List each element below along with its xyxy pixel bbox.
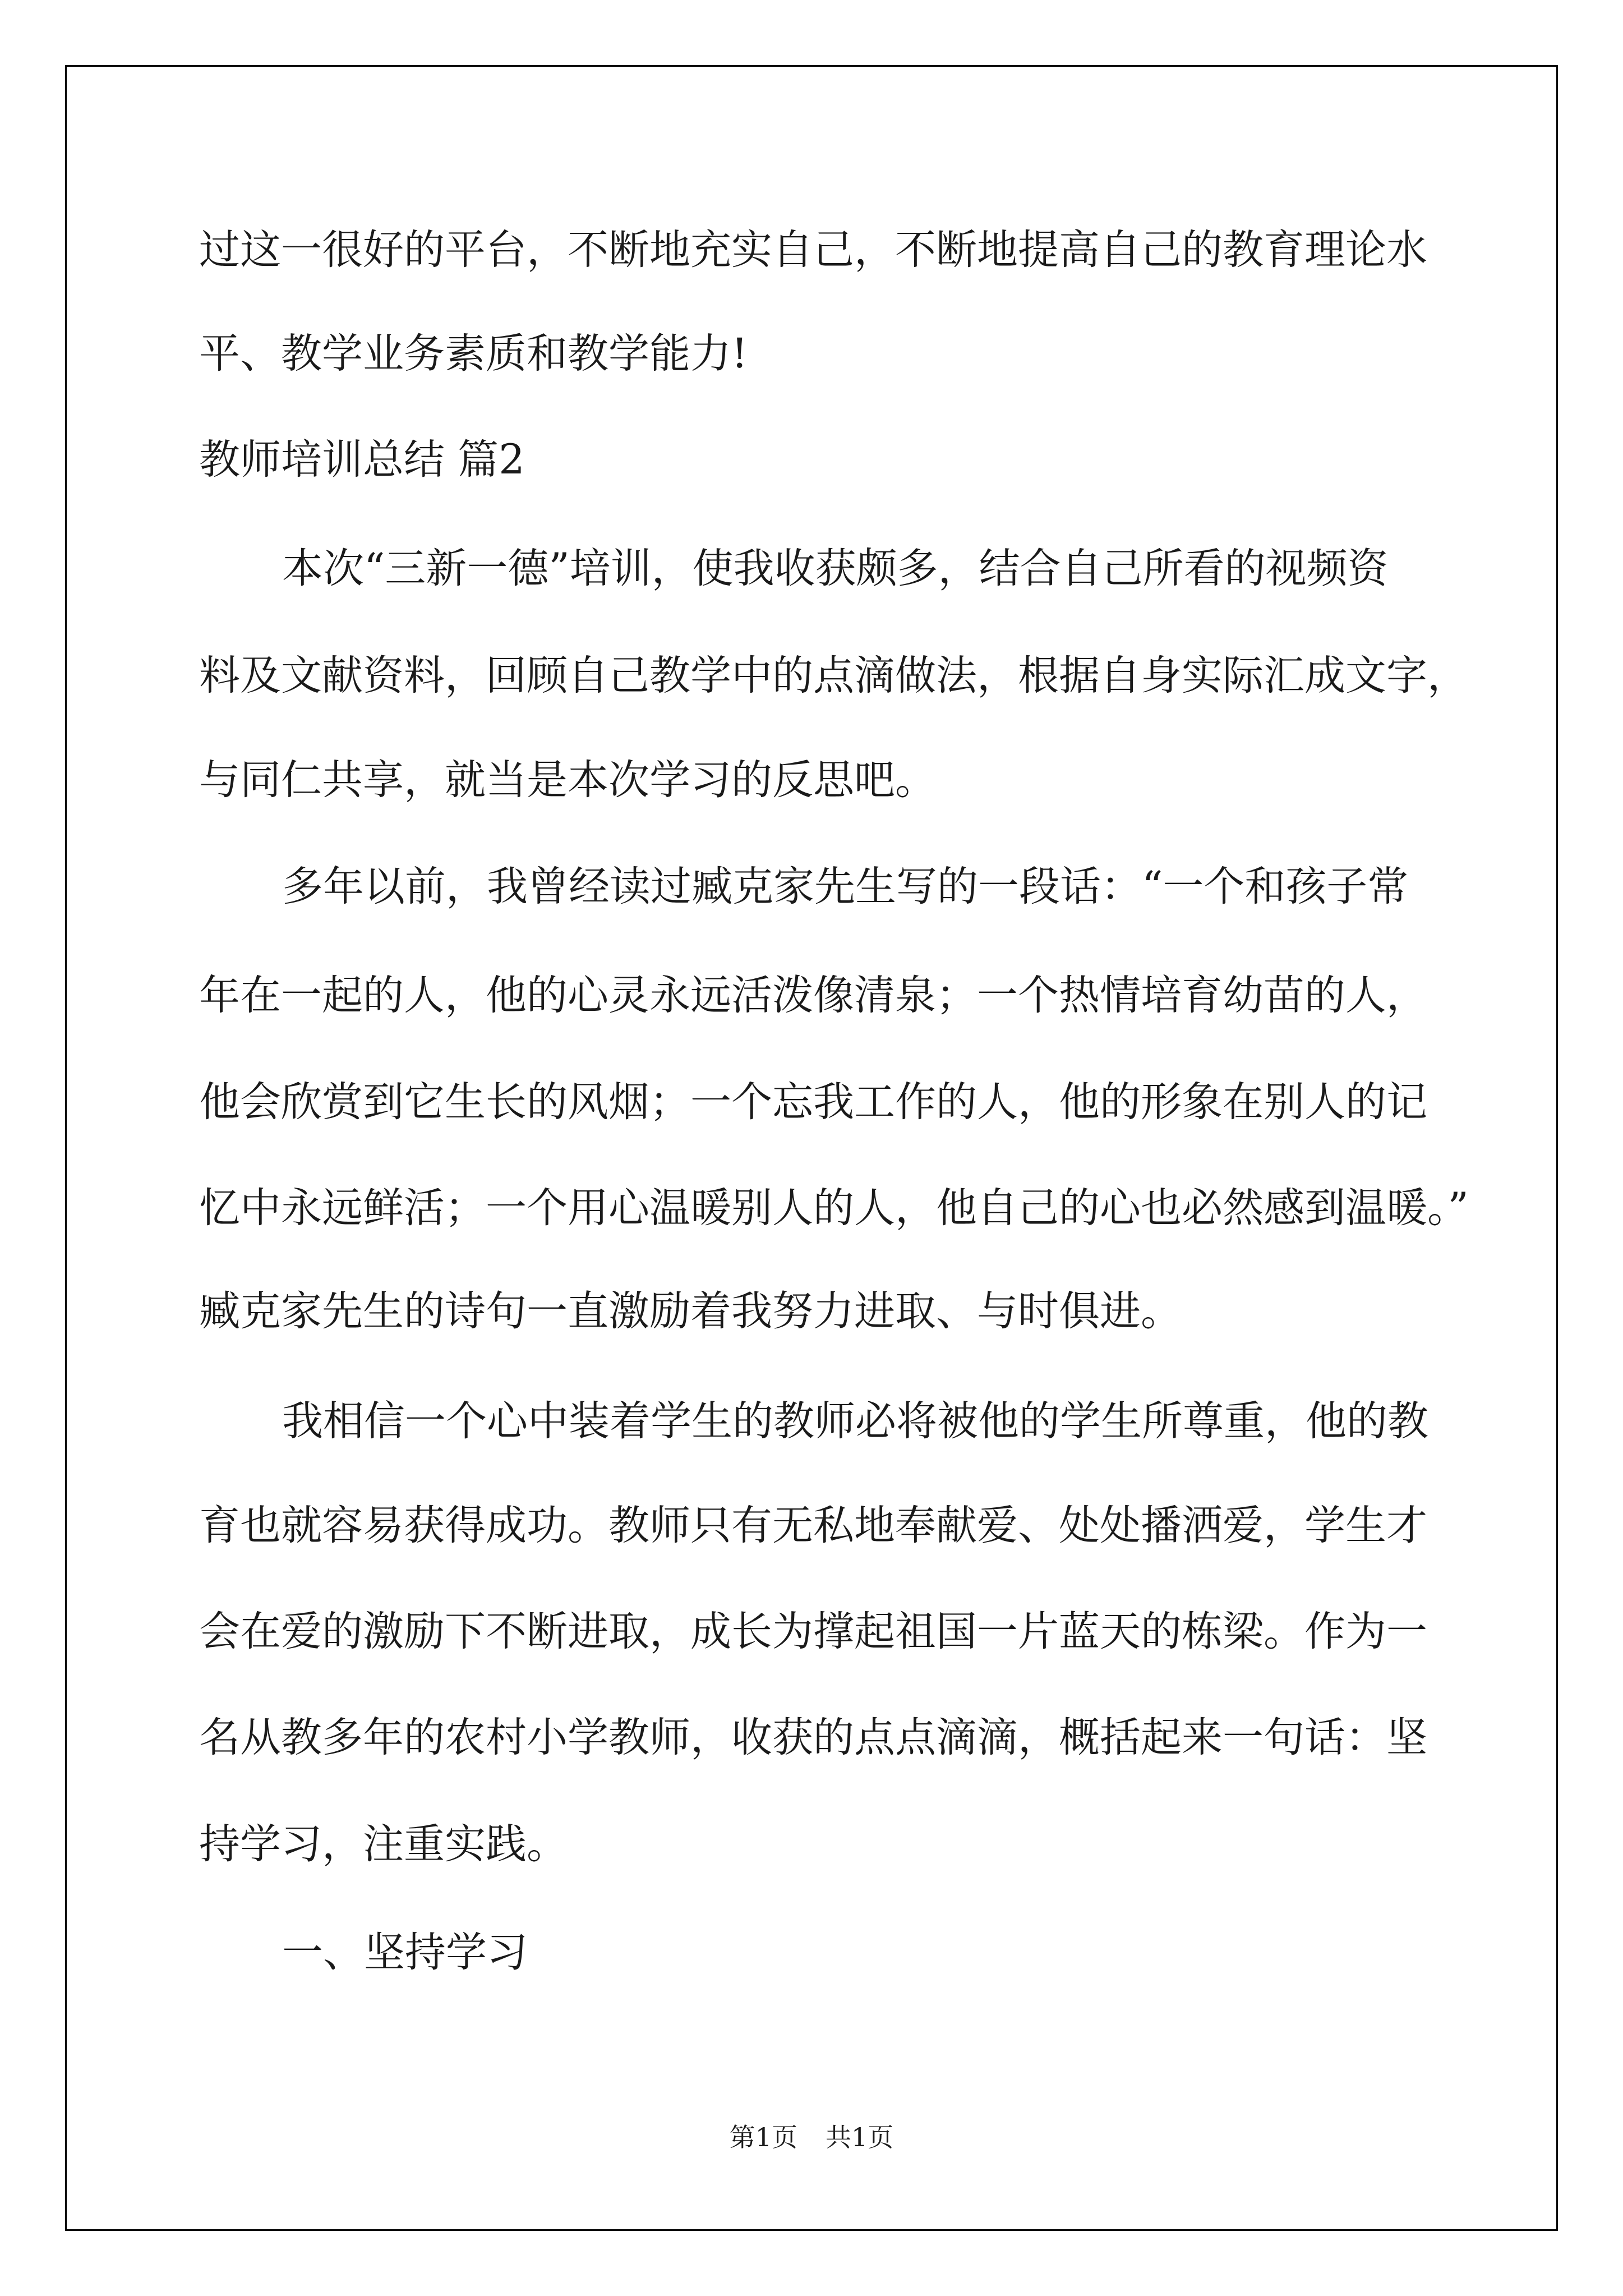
text-line: 会在爱的激励下不断进取，成长为撑起祖国一片蓝天的栋梁。作为一 (199, 1608, 1427, 1655)
page-footer (0, 2120, 1623, 2154)
text-line: 料及文献资料，回顾自己教学中的点滴做法，根据自身实际汇成文字， (199, 652, 1468, 700)
text-line: 名从教多年的农村小学教师，收获的点点滴滴，概括起来一句话：坚 (199, 1714, 1427, 1761)
section-heading: 教师培训总结 篇2 (199, 436, 525, 484)
text-line: 过这一很好的平台，不断地充实自己，不断地提高自己的教育理论水 (199, 226, 1427, 274)
page-number: 第1页 (729, 2122, 797, 2152)
text-line: 年在一起的人，他的心灵永远活泼像清泉；一个热情培育幼苗的人， (199, 972, 1427, 1019)
text-line: 与同仁共享，就当是本次学习的反思吧。 (199, 756, 936, 804)
text-line: 平、教学业务素质和教学能力! (199, 330, 748, 378)
subsection-heading: 一、坚持学习 (282, 1929, 528, 1976)
text-line: 持学习，注重实践。 (199, 1820, 568, 1868)
text-line: 育也就容易获得成功。教师只有无私地奉献爱、处处播洒爱，学生才 (199, 1502, 1427, 1549)
paragraph-start: 多年以前，我曾经读过臧克家先生写的一段话：“一个和孩子常 (282, 863, 1409, 910)
text-line: 忆中永远鲜活；一个用心温暖别人的人，他自己的心也必然感到温暖。” (199, 1184, 1469, 1232)
text-line: 臧克家先生的诗句一直激励着我努力进取、与时俱进。 (199, 1287, 1182, 1335)
page-border (65, 65, 1558, 2231)
text-line: 他会欣赏到它生长的风烟；一个忘我工作的人，他的形象在别人的记 (199, 1078, 1427, 1126)
paragraph-start: 本次“三新一德”培训，使我收获颇多，结合自己所看的视频资 (282, 545, 1389, 592)
paragraph-start: 我相信一个心中装着学生的教师必将被他的学生所尊重，他的教 (282, 1397, 1428, 1445)
page-total: 共1页 (826, 2122, 894, 2152)
